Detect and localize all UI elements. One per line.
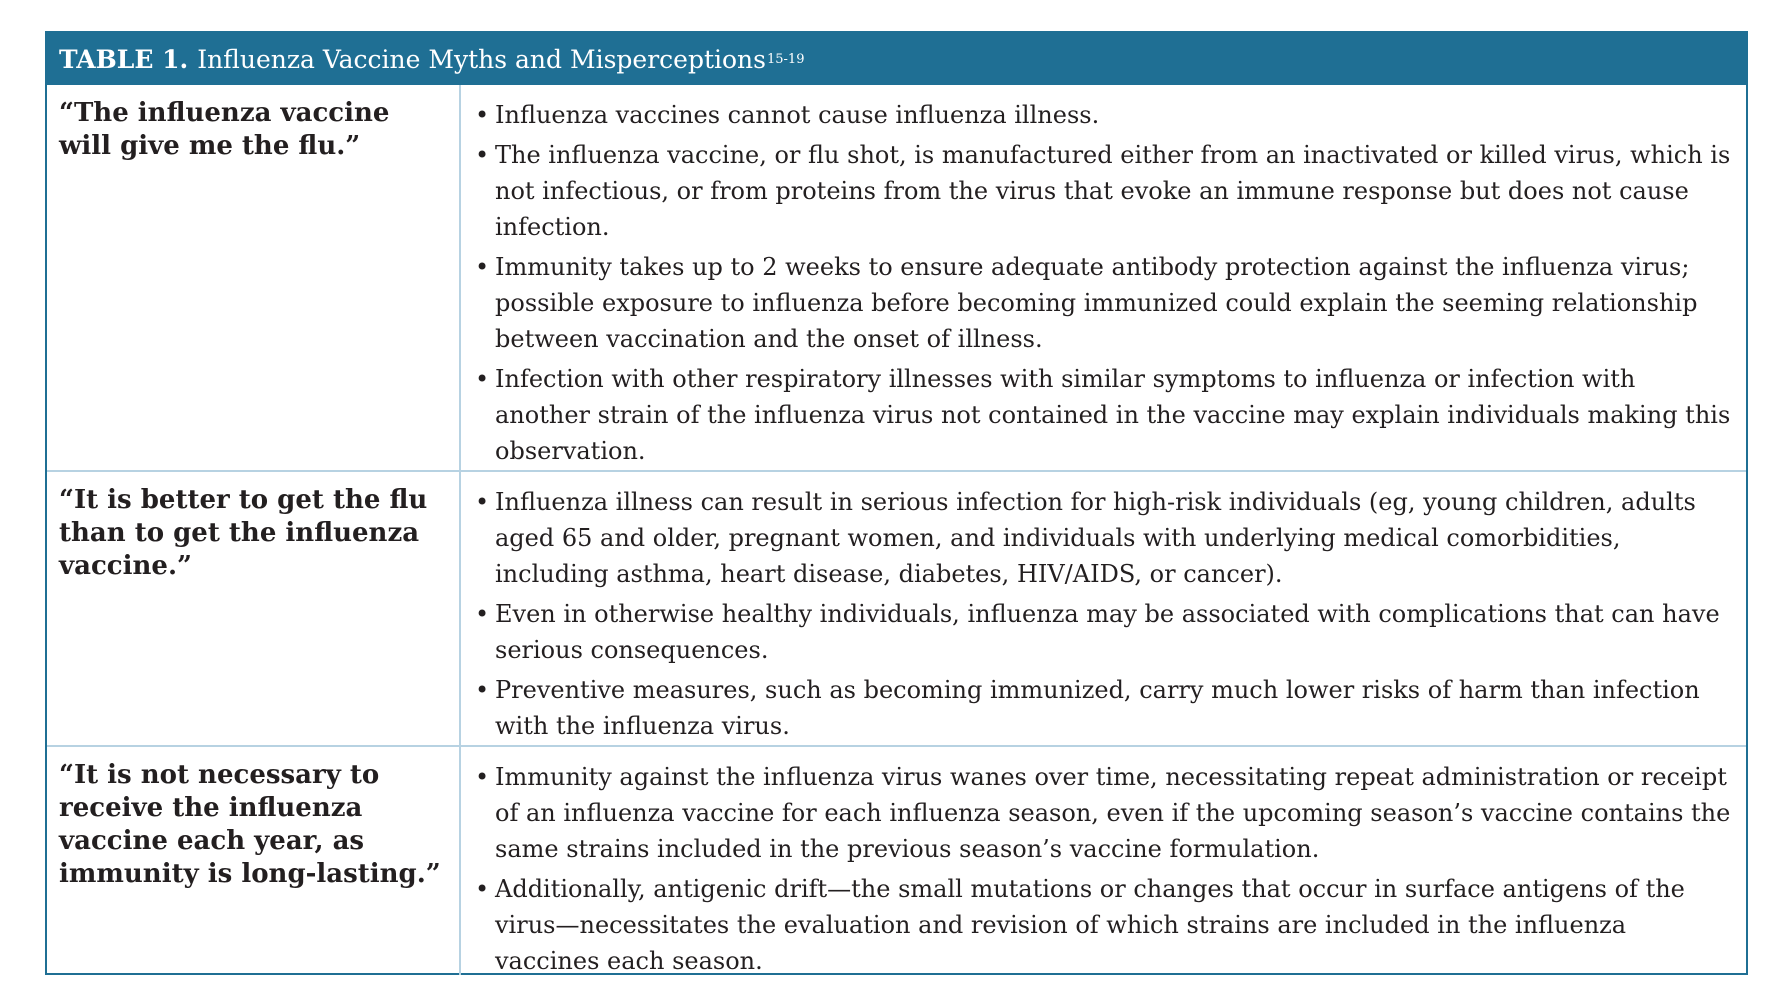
bullet-icon: • <box>475 101 490 129</box>
myths-table <box>45 31 1748 975</box>
fact-item <box>475 484 1732 592</box>
bullet-icon: • <box>475 365 490 393</box>
bullet-icon: • <box>475 763 490 791</box>
table-row <box>47 85 1746 470</box>
fact-item <box>475 596 1732 668</box>
facts-cell <box>461 747 1746 975</box>
table-citation: 15-19 <box>766 51 805 67</box>
fact-text: Influenza vaccines cannot cause influenza illness. <box>495 101 1100 129</box>
fact-item <box>475 871 1732 979</box>
fact-item <box>475 97 1732 133</box>
fact-item <box>475 137 1732 245</box>
table-label: TABLE 1. <box>59 44 189 74</box>
fact-text: The influenza vaccine, or flu shot, is manufactured either from an inactivated or killed virus, which is not infectious, or from proteins from the virus that evoke an immune response but does not cause infection. <box>495 141 1731 241</box>
fact-text: Additionally, antigenic drift—the small mutations or changes that occur in surface antigens of the virus—necessitates the evaluation and revision of which strains are included in the influenza vaccines each season. <box>495 875 1685 975</box>
fact-item <box>475 672 1732 744</box>
facts-list <box>475 484 1732 744</box>
fact-text: Immunity against the influenza virus wanes over time, necessitating repeat administration or receipt of an influenza vaccine for each influenza season, even if the upcoming season’s vaccine contains the same strains included in the previous season’s vaccine formulation. <box>495 763 1731 863</box>
bullet-icon: • <box>475 676 490 704</box>
facts-cell <box>461 472 1746 745</box>
fact-text: Even in otherwise healthy individuals, influenza may be associated with complications that can have serious consequences. <box>495 600 1720 664</box>
myth-cell: “It is not necessary to receive the influenza vaccine each year, as immunity is long-lasting.” <box>47 747 461 975</box>
bullet-icon: • <box>475 253 490 281</box>
bullet-icon: • <box>475 488 490 516</box>
table-body <box>47 85 1746 975</box>
fact-text: Influenza illness can result in serious infection for high-risk individuals (eg, young children, adults aged 65 and older, pregnant women, and individuals with underlying medical comorbidities, including asthma, heart disease, diabetes, HIV/AIDS, or cancer). <box>495 488 1696 588</box>
table-header <box>47 33 1746 85</box>
table-title: Influenza Vaccine Myths and Misperceptions <box>197 44 766 74</box>
bullet-icon: • <box>475 141 490 169</box>
facts-list <box>475 97 1732 469</box>
myth-cell: “It is better to get the flu than to get the influenza vaccine.” <box>47 472 461 745</box>
bullet-icon: • <box>475 875 490 903</box>
bullet-icon: • <box>475 600 490 628</box>
fact-text: Immunity takes up to 2 weeks to ensure adequate antibody protection against the influenza virus; possible exposure to influenza before becoming immunized could explain the seeming relationship between vaccination and the onset of illness. <box>495 253 1698 353</box>
fact-item <box>475 361 1732 469</box>
myth-cell: “The influenza vaccine will give me the flu.” <box>47 85 461 470</box>
fact-item <box>475 249 1732 357</box>
fact-item <box>475 759 1732 867</box>
table-row <box>47 470 1746 745</box>
table-row <box>47 745 1746 975</box>
facts-cell <box>461 85 1746 470</box>
fact-text: Preventive measures, such as becoming immunized, carry much lower risks of harm than infection with the influenza virus. <box>495 676 1700 740</box>
fact-text: Infection with other respiratory illnesses with similar symptoms to influenza or infection with another strain of the influenza virus not contained in the vaccine may explain individuals making this observation. <box>495 365 1731 465</box>
facts-list <box>475 759 1732 979</box>
